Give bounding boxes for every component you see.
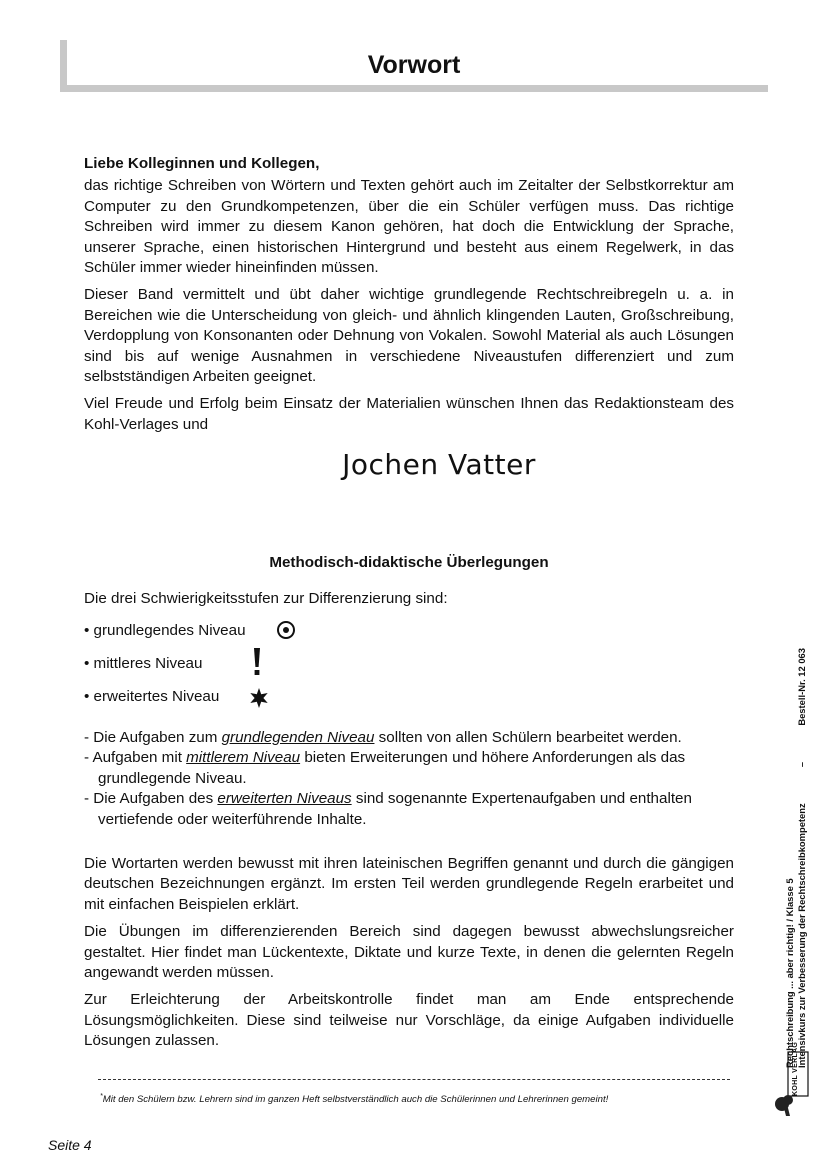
level-emphasis: grundlegenden Niveau — [221, 729, 375, 746]
level-label: • erweitertes Niveau — [84, 688, 220, 705]
level-emphasis: erweiterten Niveaus — [217, 790, 352, 808]
foreword-paragraph: Dieser Band vermittelt und übt daher wichtige grundlegende Rechtschreibregeln u. a. in Bereichen wie die Unterscheidung von gleich- und ähnlich klingenden Lauten, Großschreibung, Verdopplung von Konsonanten oder Dehnung von Vokalen. Sowohl Material als auch Lösungen sind bis auf wenige Ausnahmen in verschiedene Niveaustufen differenziert und zum selbstständigen Arbeiten geeignet. — [84, 286, 734, 386]
book-title: Rechtschreibung ... aber richtig! / Klasse 5 — [784, 878, 795, 1068]
section-heading: Methodisch-didaktische Überlegungen — [269, 554, 549, 571]
side-imprint: Rechtschreibung ... aber richtig! / Klasse 5 Intensivkurs zur Verbesserung der Rechtschreibkompetenz – Bestell-Nr. 12 063 — [784, 648, 807, 1068]
levels-intro: Die drei Schwierigkeitsstufen zur Differenzierung sind: — [84, 590, 448, 607]
publisher-logo-text: KOHL VERLAG — [792, 1041, 799, 1096]
salutation: Liebe Kolleginnen und Kollegen, — [84, 155, 320, 172]
level-emphasis: mittlerem Niveau — [186, 749, 301, 767]
foreword-paragraph: das richtige Schreiben von Wörtern und Texten gehört auch im Zeitalter der Selbstkorrektur am Computer zu den Grundkompetenzen, über die ein Schüler verfügen muss. Das richtige Schreiben wird immer zu diesem Kanon gehören, hat doch die Entwicklung der Sprache, unserer Sprache, einen historischen Hintergrund und besteht aus einem Regelwerk, in das Schüler immer wieder hineinfinden müssen. — [84, 177, 734, 277]
level-extended — [84, 688, 219, 705]
level-basic — [84, 622, 246, 639]
task-list — [84, 728, 704, 830]
order-number: Bestell-Nr. 12 063 — [796, 648, 807, 726]
footnote: *Mit den Schülern bzw. Lehrern sind im ganzen Heft selbstverständlich auch die Schülerinnen und Lehrerinnen gemeint! — [100, 1093, 609, 1106]
footnote-divider — [98, 1079, 730, 1080]
list-item: - Die Aufgaben des erweiterten Niveaus sind sogenannte Expertenaufgaben und enthalten vertiefende oder weiterführende Inhalte. — [84, 790, 692, 828]
methodology-paragraph: Die Wortarten werden bewusst mit ihren lateinischen Begriffen genannt und durch die gängigen deutschen Bezeichnungen ergänzt. Im ersten Teil werden grundlegende Regeln erarbeitet und mit einfachen Beispielen erklärt. — [84, 855, 734, 913]
level-medium — [84, 655, 202, 672]
methodology-paragraph: Die Übungen im differenzierenden Bereich sind dagegen bewusst abwechslungsreicher gestaltet. Hier findet man Lückentexte, Diktate und kurze Texte, in denen die gelernten Regeln angewandt werden müssen. — [84, 923, 734, 982]
list-item: - Die Aufgaben zum grundlegenden Niveau sollten von allen Schülern bearbeitet werden. — [84, 729, 682, 746]
foreword-section — [84, 154, 734, 442]
methodology-section — [84, 854, 734, 1059]
page-number: Seite 4 — [48, 1137, 92, 1153]
exclamation-icon — [250, 647, 264, 677]
circle-dot-icon — [276, 620, 296, 640]
list-item: - Aufgaben mit mittlerem Niveau bieten Erweiterungen und höhere Anforderungen als das grundlegende Niveau. — [84, 749, 686, 787]
level-label: • mittleres Niveau — [84, 655, 203, 672]
level-label: • grundlegendes Niveau — [84, 622, 246, 639]
star-icon — [248, 687, 270, 709]
foreword-paragraph: Viel Freude und Erfolg beim Einsatz der Materialien wünschen Ihnen das Redaktionsteam des Kohl-Verlages und — [84, 395, 734, 433]
page-title: Vorwort — [367, 51, 461, 79]
methodology-paragraph: Zur Erleichterung der Arbeitskontrolle findet man am Ende entsprechende Lösungsmöglichkeiten. Diese sind teilweise nur Vorschläge, da einige Aufgaben individuelle Lösungen zulassen. — [84, 991, 734, 1050]
book-subtitle: Intensivkurs zur Verbesserung der Rechtschreibkompetenz — [796, 803, 807, 1068]
signature: Jochen Vatter — [342, 448, 536, 481]
